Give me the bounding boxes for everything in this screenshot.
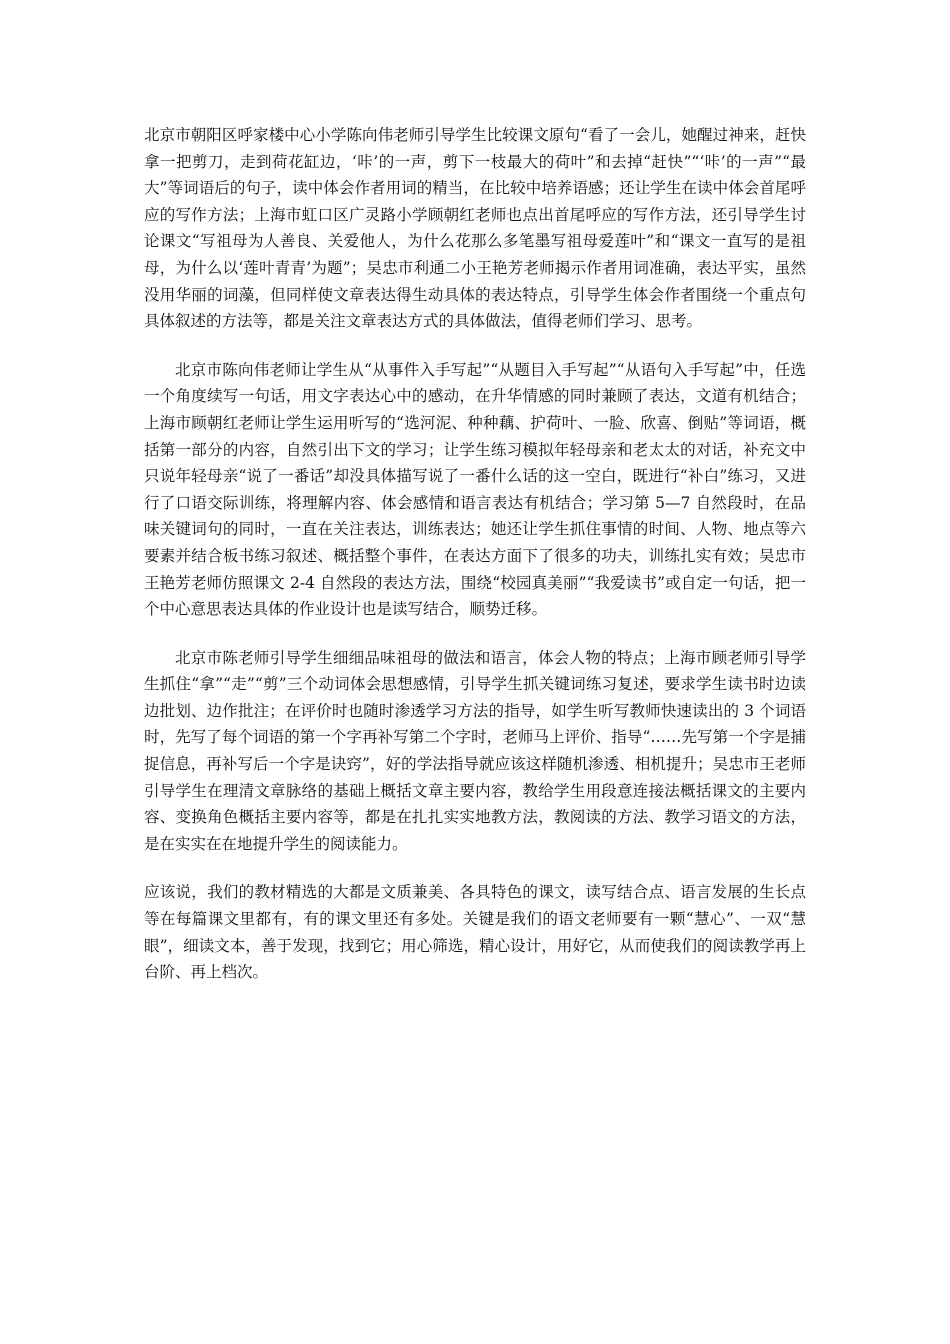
- paragraph-gap: [144, 857, 806, 879]
- paragraph-gap: [144, 335, 806, 357]
- paragraph-gap: [144, 623, 806, 645]
- paragraph-1: 北京市朝阳区呼家楼中心小学陈向伟老师引导学生比较课文原句“看了一会儿，她醒过神来，赶快拿一把剪刀，走到荷花缸边，‘咔’的一声，剪下一枝最大的荷叶”和去掉“赶快”“‘咔’的一声”“最大”等词语后的句子，读中体会作者用词的精当，在比较中培养语感；还让学生在读中体会首尾呼应的写作方法；上海市虹口区广灵路小学顾朝红老师也点出首尾呼应的写作方法，还引导学生讨论课文“写祖母为人善良、关爱他人，为什么花那么多笔墨写祖母爱莲叶”和“课文一直写的是祖母，为什么以‘莲叶青青’为题”；吴忠市利通二小王艳芳老师揭示作者用词准确，表达平实，虽然没用华丽的词藻，但同样使文章表达得生动具体的表达特点，引导学生体会作者围绕一个重点句具体叙述的方法等，都是关注文章表达方式的具体做法，值得老师们学习、思考。: [144, 126, 806, 331]
- document-body: [144, 122, 806, 986]
- paragraph-4: 应该说，我们的教材精选的大都是文质兼美、各具特色的课文，读写结合点、语言发展的生长点等在每篇课文里都有，有的课文里还有多处。关键是我们的语文老师要有一颗“慧心”、一双“慧眼”，细读文本，善于发现，找到它；用心筛选，精心设计，用好它，从而使我们的阅读教学再上台阶、再上档次。: [144, 883, 806, 982]
- paragraph-3: 北京市陈老师引导学生细细品味祖母的做法和语言，体会人物的特点；上海市顾老师引导学生抓住“拿”“走”“剪”三个动词体会思想感情，引导学生抓关键词练习复述，要求学生读书时边读边批划、边作批注；在评价时也随时渗透学习方法的指导，如学生听写教师快速读出的 3 个词语时，先写了每个词语的第一个字再补写第二个字时，老师马上评价、指导“……先写第一个字是捕捉信息，再补写后一个字是诀窍”，好的学法指导就应该这样随机渗透、相机提升；吴忠市王老师引导学生在理清文章脉络的基础上概括文章主要内容，教给学生用段意连接法概括课文的主要内容、变换角色概括主要内容等，都是在扎扎实实地教方法，教阅读的方法、教学习语文的方法，是在实实在在地提升学生的阅读能力。: [144, 648, 806, 853]
- paragraph-2: 北京市陈向伟老师让学生从“从事件入手写起”“从题目入手写起”“从语句入手写起”中，任选一个角度续写一句话，用文字表达心中的感动，在升华情感的同时兼顾了表达，文道有机结合；上海市顾朝红老师让学生运用听写的“选河泥、种种藕、护荷叶、一脸、欣喜、倒贴”等词语，概括第一部分的内容，自然引出下文的学习；让学生练习模拟年轻母亲和老太太的对话，补充文中只说年轻母亲“说了一番话”却没具体描写说了一番什么话的这一空白，既进行“补白”练习，又进行了口语交际训练，将理解内容、体会感情和语言表达有机结合；学习第 5—7 自然段时，在品味关键词句的同时，一直在关注表达，训练表达；她还让学生抓住事情的时间、人物、地点等六要素并结合板书练习叙述、概括整个事件，在表达方面下了很多的功夫，训练扎实有效；吴忠市王艳芳老师仿照课文 2-4 自然段的表达方法，围绕“校园真美丽”“我爱读书”或自定一句话，把一个中心意思表达具体的作业设计也是读写结合，顺势迁移。: [144, 360, 806, 619]
